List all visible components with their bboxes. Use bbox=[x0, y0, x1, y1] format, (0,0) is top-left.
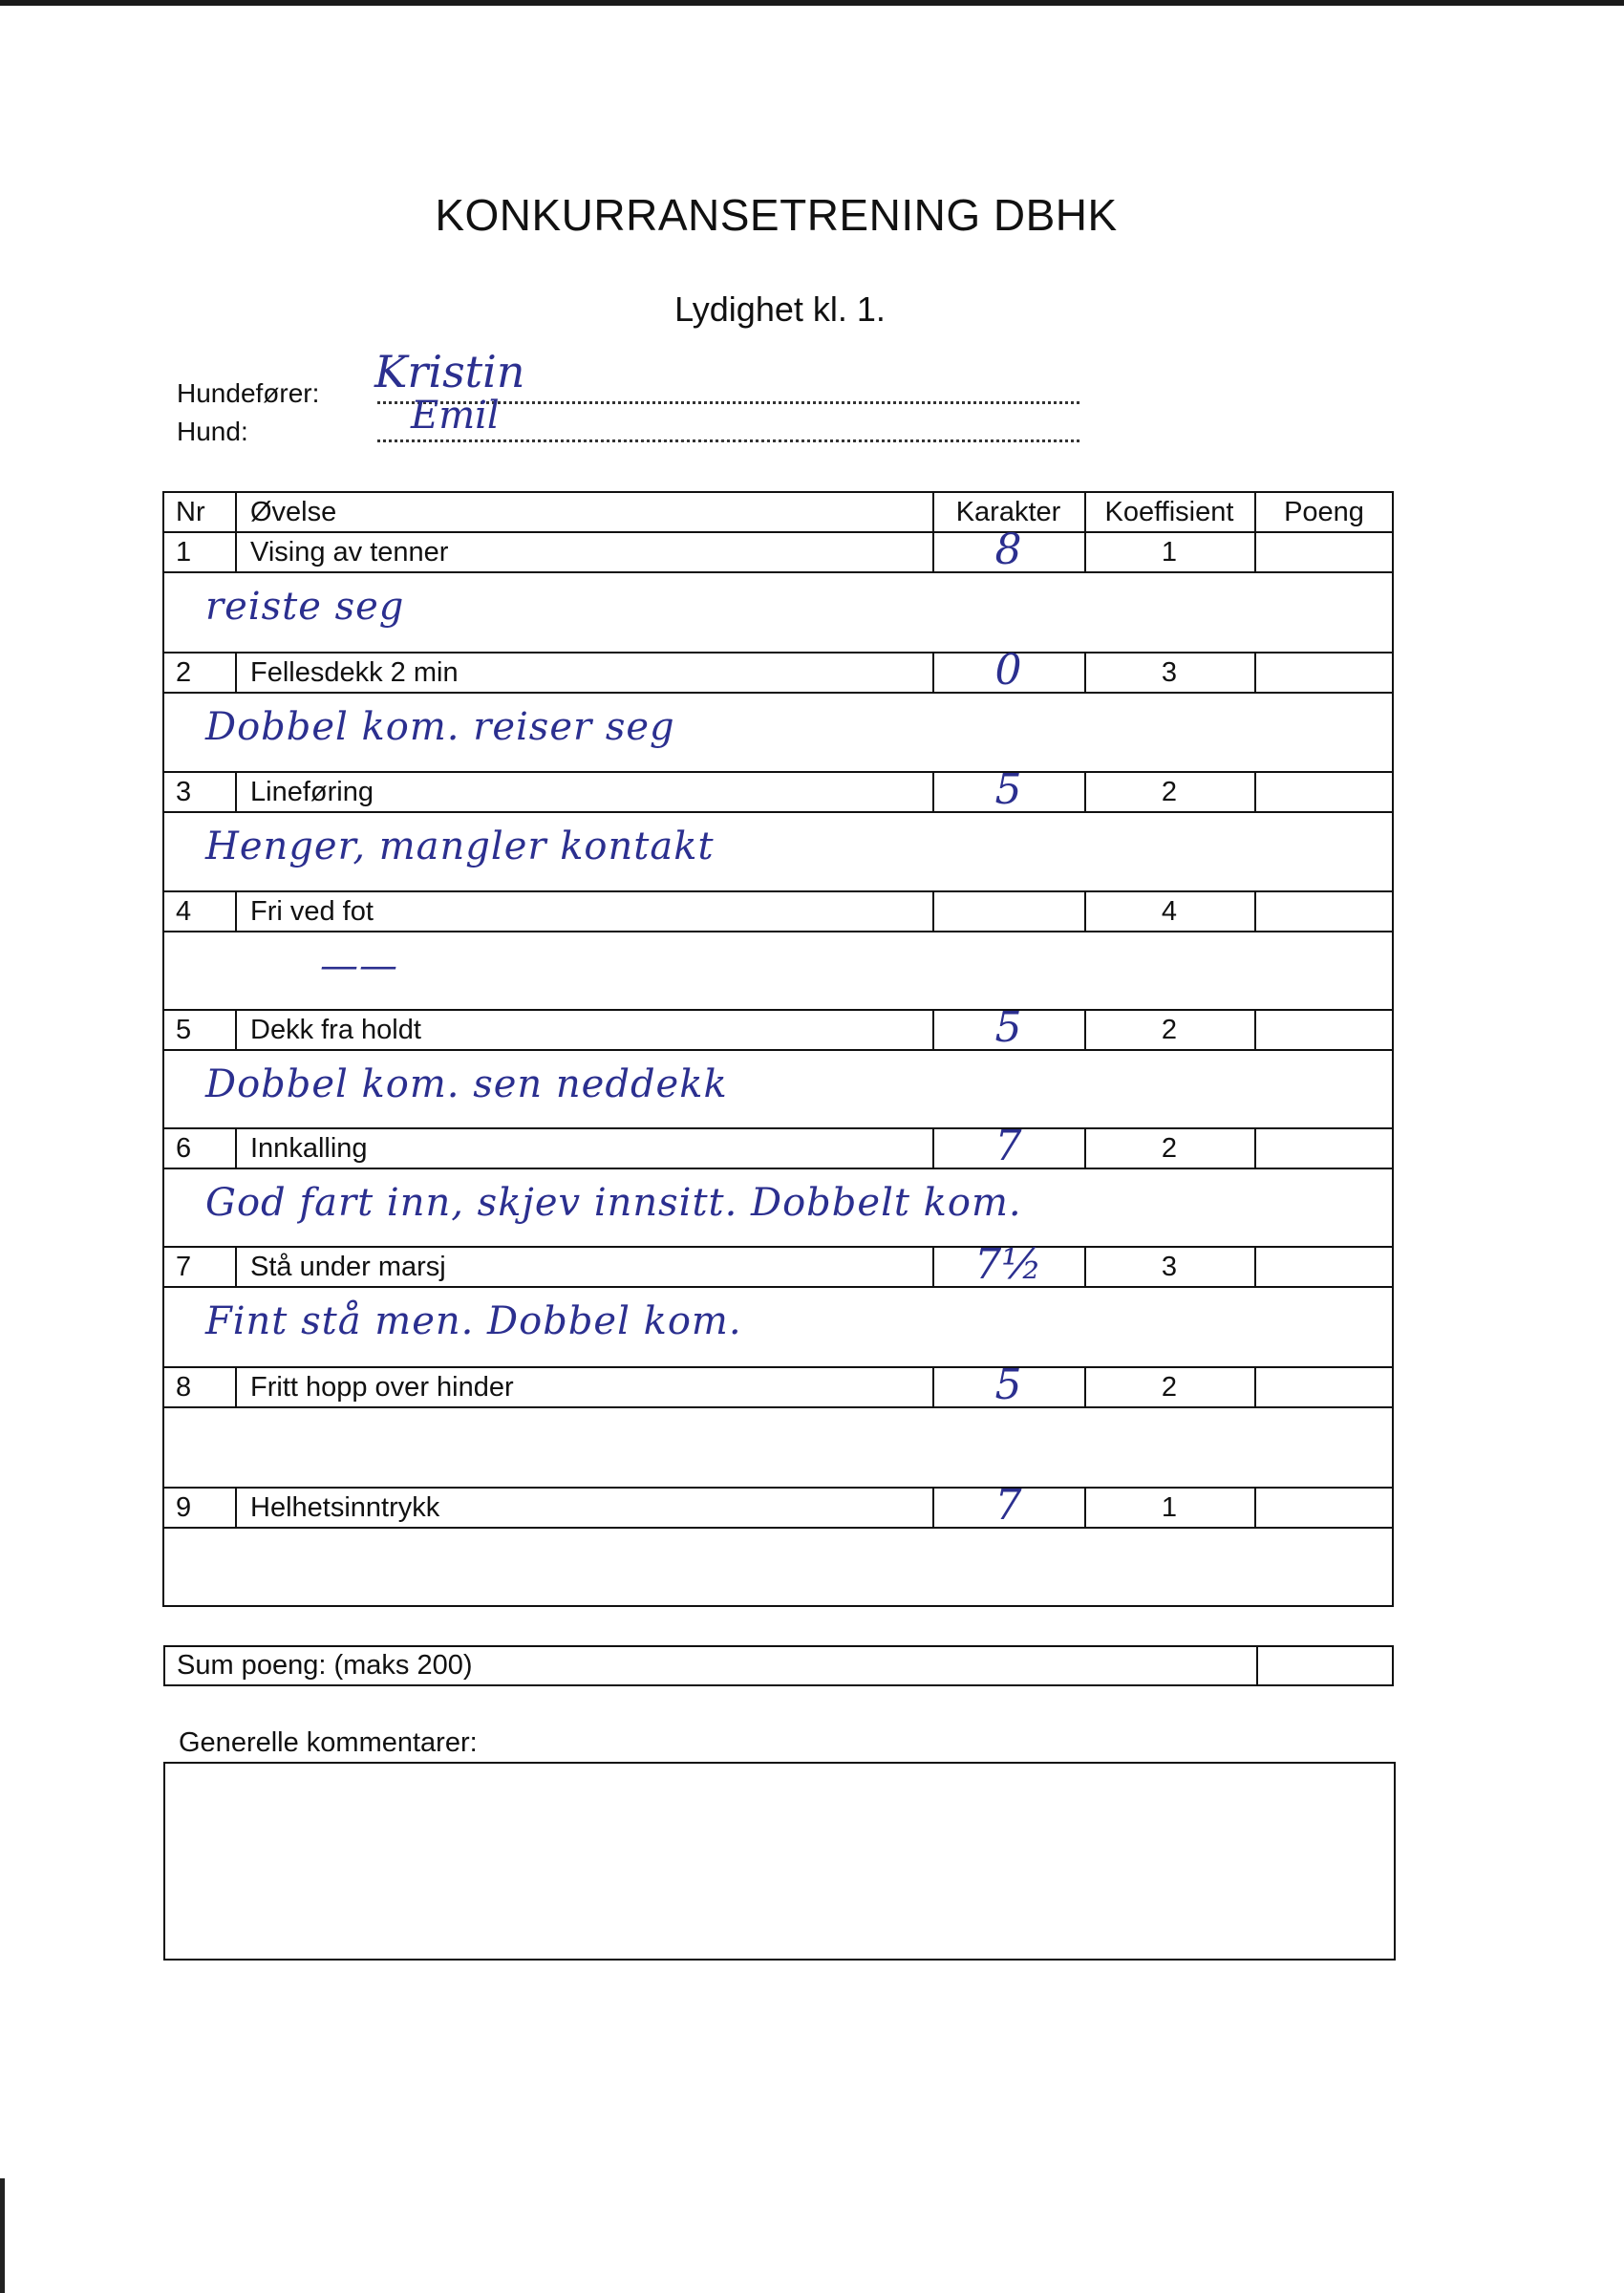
row-grade-field[interactable]: 7 bbox=[994, 1481, 1022, 1530]
handler-label: Hundefører: bbox=[177, 378, 320, 408]
row-grade-field[interactable]: 7 bbox=[994, 1122, 1022, 1170]
row-line bbox=[162, 1286, 1394, 1288]
header-grade: Karakter bbox=[955, 497, 1061, 527]
row-col-divider bbox=[235, 890, 237, 931]
row-col-divider bbox=[235, 1487, 237, 1527]
row-comment-field[interactable]: Dobbel kom. reiser seg bbox=[205, 705, 675, 749]
row-col-divider bbox=[1254, 771, 1256, 811]
dog-dotted-line bbox=[377, 439, 1079, 442]
row-exercise: Helhetsinntrykk bbox=[250, 1492, 440, 1523]
row-coefficient: 3 bbox=[1161, 1252, 1178, 1282]
row-nr: 3 bbox=[176, 777, 192, 807]
row-col-divider bbox=[1254, 531, 1256, 571]
row-col-divider bbox=[1254, 1246, 1256, 1286]
handler-field[interactable]: Kristin bbox=[374, 346, 525, 397]
row-nr: 8 bbox=[176, 1372, 192, 1403]
row-grade-field[interactable]: 0 bbox=[994, 646, 1022, 695]
row-comment-field[interactable]: Dobbel kom. sen neddekk bbox=[205, 1062, 728, 1106]
row-coefficient: 4 bbox=[1161, 896, 1178, 927]
row-col-divider bbox=[235, 1366, 237, 1406]
row-line bbox=[162, 692, 1394, 694]
header-col-divider bbox=[235, 491, 237, 531]
row-col-divider bbox=[1254, 652, 1256, 692]
row-col-divider bbox=[1254, 890, 1256, 931]
row-exercise: Lineføring bbox=[250, 777, 374, 807]
row-coefficient: 2 bbox=[1161, 1015, 1178, 1045]
comment-bottom-line bbox=[162, 1127, 1394, 1129]
comment-bottom-line bbox=[162, 1487, 1394, 1489]
header-exercise: Øvelse bbox=[250, 497, 337, 527]
row-nr: 4 bbox=[176, 896, 192, 927]
row-line bbox=[162, 1527, 1394, 1529]
row-nr: 5 bbox=[176, 1015, 192, 1045]
general-comments-box[interactable] bbox=[163, 1762, 1396, 1961]
row-line bbox=[162, 1168, 1394, 1169]
row-line bbox=[162, 811, 1394, 813]
comment-bottom-line bbox=[162, 652, 1394, 654]
row-exercise: Dekk fra holdt bbox=[250, 1015, 421, 1045]
row-exercise: Vising av tenner bbox=[250, 537, 449, 568]
row-col-divider bbox=[1254, 1366, 1256, 1406]
row-col-divider bbox=[932, 890, 934, 931]
comment-bottom-line bbox=[162, 1366, 1394, 1368]
row-nr: 6 bbox=[176, 1133, 192, 1164]
comment-bottom-line bbox=[162, 890, 1394, 892]
header-points: Poeng bbox=[1284, 497, 1364, 527]
row-comment-field[interactable]: —— bbox=[320, 944, 398, 988]
row-exercise: Stå under marsj bbox=[250, 1252, 446, 1282]
row-nr: 2 bbox=[176, 657, 192, 688]
row-exercise: Fri ved fot bbox=[250, 896, 374, 927]
comment-bottom-line bbox=[162, 771, 1394, 773]
row-nr: 7 bbox=[176, 1252, 192, 1282]
row-col-divider bbox=[235, 1246, 237, 1286]
comment-bottom-line bbox=[162, 1009, 1394, 1011]
row-coefficient: 1 bbox=[1161, 1492, 1178, 1523]
row-exercise: Fellesdekk 2 min bbox=[250, 657, 459, 688]
header-nr: Nr bbox=[176, 497, 205, 527]
page-title: KONKURRANSETRENING DBHK bbox=[435, 190, 1118, 240]
row-nr: 9 bbox=[176, 1492, 192, 1523]
row-grade-field[interactable]: 8 bbox=[994, 525, 1022, 574]
dog-label: Hund: bbox=[177, 417, 248, 446]
row-grade-field[interactable]: 5 bbox=[994, 765, 1022, 814]
page-subtitle: Lydighet kl. 1. bbox=[674, 289, 886, 329]
row-coefficient: 2 bbox=[1161, 777, 1178, 807]
row-exercise: Innkalling bbox=[250, 1133, 368, 1164]
row-comment-field[interactable]: Fint stå men. Dobbel kom. bbox=[205, 1299, 742, 1343]
row-col-divider bbox=[1254, 1127, 1256, 1168]
header-bottom-line bbox=[162, 531, 1394, 533]
row-coefficient: 3 bbox=[1161, 657, 1178, 688]
row-col-divider bbox=[235, 531, 237, 571]
row-coefficient: 2 bbox=[1161, 1133, 1178, 1164]
row-line bbox=[162, 571, 1394, 573]
row-nr: 1 bbox=[176, 537, 192, 568]
row-exercise: Fritt hopp over hinder bbox=[250, 1372, 514, 1403]
row-line bbox=[162, 1406, 1394, 1408]
general-comments-label: Generelle kommentarer: bbox=[179, 1727, 478, 1758]
row-line bbox=[162, 931, 1394, 932]
row-grade-field[interactable]: 7½ bbox=[974, 1240, 1042, 1289]
header-coefficient: Koeffisient bbox=[1104, 497, 1234, 527]
sum-divider bbox=[1256, 1645, 1258, 1686]
row-col-divider bbox=[1254, 1487, 1256, 1527]
row-col-divider bbox=[235, 652, 237, 692]
row-grade-field[interactable]: 5 bbox=[994, 1361, 1022, 1409]
row-coefficient: 2 bbox=[1161, 1372, 1178, 1403]
row-col-divider bbox=[235, 1127, 237, 1168]
row-col-divider bbox=[235, 771, 237, 811]
row-comment-field[interactable]: God fart inn, skjev innsitt. Dobbelt kom. bbox=[205, 1181, 1022, 1225]
row-col-divider bbox=[1254, 1009, 1256, 1049]
row-coefficient: 1 bbox=[1161, 537, 1178, 568]
row-comment-field[interactable]: reiste seg bbox=[205, 585, 405, 629]
row-comment-field[interactable]: Henger, mangler kontakt bbox=[205, 825, 715, 868]
dog-field[interactable]: Emil bbox=[411, 394, 500, 438]
row-col-divider bbox=[235, 1009, 237, 1049]
scan-edge-left bbox=[0, 2178, 5, 2293]
sum-label: Sum poeng: (maks 200) bbox=[177, 1650, 473, 1681]
row-line bbox=[162, 1049, 1394, 1051]
comment-bottom-line bbox=[162, 1246, 1394, 1248]
scan-edge-top bbox=[0, 0, 1624, 6]
row-grade-field[interactable]: 5 bbox=[994, 1003, 1022, 1052]
